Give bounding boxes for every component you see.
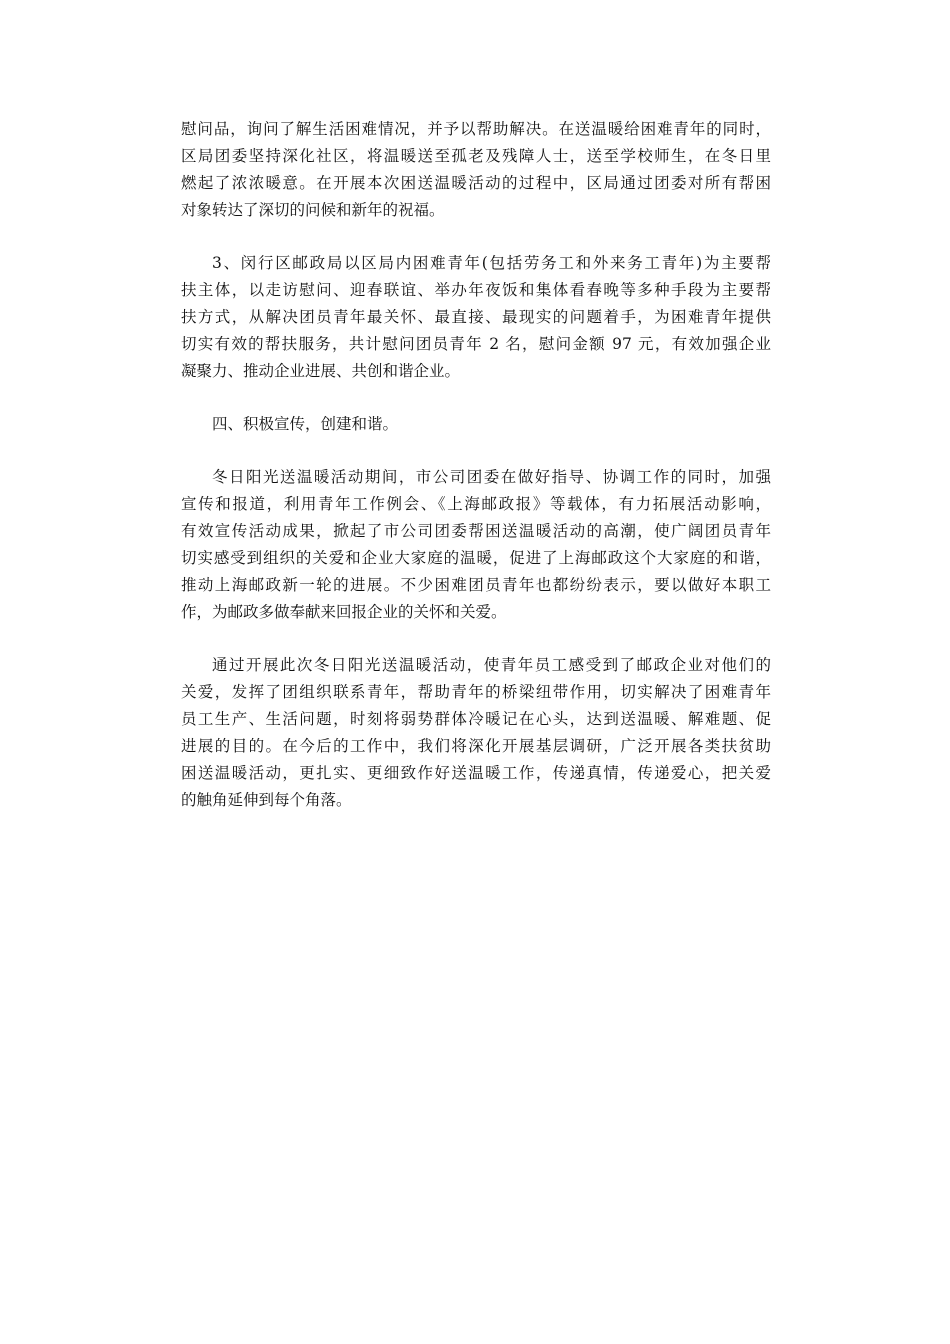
text-line: 3、闵行区邮政局以区局内困难青年(包括劳务工和外来务工青年)为主要帮 bbox=[212, 254, 771, 272]
text-line: 扶主体，以走访慰问、迎春联谊、举办年夜饭和集体看春晚等多种手段为主要帮 bbox=[181, 281, 771, 299]
text-line: 燃起了浓浓暖意。在开展本次困送温暖活动的过程中，区局通过团委对所有帮困 bbox=[181, 174, 771, 192]
text-line: 的触角延伸到每个角落。 bbox=[181, 791, 352, 809]
text-line: 对象转达了深切的问候和新年的祝福。 bbox=[181, 201, 445, 219]
document-page bbox=[181, 116, 771, 840]
text-line: 关爱，发挥了团组织联系青年，帮助青年的桥梁纽带作用，切实解决了困难青年 bbox=[181, 683, 771, 701]
text-line: 区局团委坚持深化社区，将温暖送至孤老及残障人士，送至学校师生，在冬日里 bbox=[181, 147, 771, 165]
text-line: 有效宣传活动成果，掀起了市公司团委帮困送温暖活动的高潮，使广阔团员青年 bbox=[181, 522, 771, 540]
paragraph-1 bbox=[181, 116, 771, 224]
text-line: 作，为邮政多做奉献来回报企业的关怀和关爱。 bbox=[181, 603, 507, 621]
section-heading bbox=[181, 411, 771, 438]
paragraph-4 bbox=[181, 652, 771, 814]
text-line: 通过开展此次冬日阳光送温暖活动，使青年员工感受到了邮政企业对他们的 bbox=[212, 656, 771, 674]
text-line: 切实感受到组织的关爱和企业大家庭的温暖，促进了上海邮政这个大家庭的和谐， bbox=[181, 549, 771, 567]
text-line: 宣传和报道，利用青年工作例会、《上海邮政报》等载体，有力拓展活动影响， bbox=[181, 495, 771, 513]
text-line: 进展的目的。在今后的工作中，我们将深化开展基层调研，广泛开展各类扶贫助 bbox=[181, 737, 771, 755]
paragraph-2 bbox=[181, 250, 771, 385]
text-line: 凝聚力、推动企业进展、共创和谐企业。 bbox=[181, 362, 461, 380]
text-line: 切实有效的帮扶服务，共计慰问团员青年 2 名，慰问金额 97 元，有效加强企业 bbox=[181, 335, 771, 353]
text-line: 困送温暖活动，更扎实、更细致作好送温暖工作，传递真情，传递爱心，把关爱 bbox=[181, 764, 771, 782]
text-line: 慰问品，询问了解生活困难情况，并予以帮助解决。在送温暖给困难青年的同时， bbox=[181, 120, 771, 138]
text-line: 四、积极宣传，创建和谐。 bbox=[212, 415, 399, 433]
text-line: 员工生产、生活问题，时刻将弱势群体冷暖记在心头，达到送温暖、解难题、促 bbox=[181, 710, 771, 728]
text-line: 推动上海邮政新一轮的进展。不少困难团员青年也都纷纷表示，要以做好本职工 bbox=[181, 576, 771, 594]
text-line: 扶方式，从解决团员青年最关怀、最直接、最现实的问题着手，为困难青年提供 bbox=[181, 308, 771, 326]
text-line: 冬日阳光送温暖活动期间，市公司团委在做好指导、协调工作的同时，加强 bbox=[212, 468, 771, 486]
paragraph-3 bbox=[181, 464, 771, 626]
